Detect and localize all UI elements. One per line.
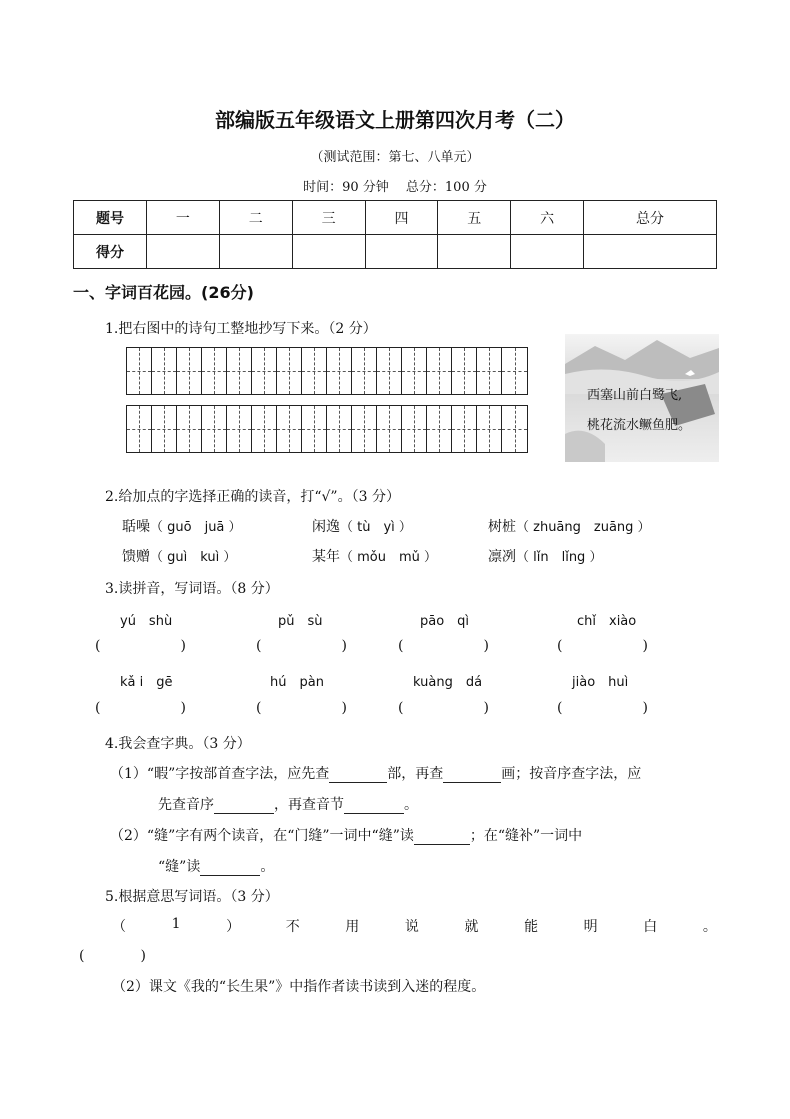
q2-options[interactable]: （ mǒu mǔ ） bbox=[340, 550, 438, 565]
q5-text: 5.根据意思写词语。（3 分） bbox=[105, 889, 279, 905]
score-table bbox=[73, 200, 717, 269]
q2-options[interactable]: （ guì kuì ） bbox=[150, 550, 237, 565]
q4-blank[interactable] bbox=[443, 766, 501, 783]
q3-answer-blank[interactable]: ( ) bbox=[256, 638, 347, 654]
q3-pinyin: jiào huì bbox=[572, 675, 629, 690]
page-title: 部编版五年级语文上册第四次月考（二） bbox=[215, 108, 575, 132]
q3-text: 3.读拼音，写词语。（8 分） bbox=[105, 581, 279, 597]
q3-answer-blank[interactable]: ( ) bbox=[256, 700, 347, 716]
q2-item bbox=[488, 516, 651, 536]
q2-options[interactable]: （ zhuāng zuāng ） bbox=[516, 520, 651, 535]
time-info: 时间：90 分钟 总分：100 分 bbox=[303, 180, 487, 195]
score-cell[interactable] bbox=[365, 235, 438, 269]
q3-pinyin: kuàng dá bbox=[413, 675, 483, 690]
q3-pinyin: pāo qì bbox=[420, 614, 470, 629]
q4-blank[interactable] bbox=[329, 766, 387, 783]
score-col: 一 bbox=[147, 201, 220, 235]
q3-pinyin: pǔ sù bbox=[278, 614, 323, 629]
score-cell[interactable] bbox=[584, 235, 717, 269]
test-scope: （测试范围：第七、八单元） bbox=[310, 150, 480, 165]
q4-blank[interactable] bbox=[414, 828, 470, 845]
q3-pinyin: yú shù bbox=[120, 614, 173, 629]
score-col: 六 bbox=[511, 201, 584, 235]
q4-part1-line1: （1）“暇”字按部首查字法，应先查 部，再查 画；按音序查字法，应 bbox=[110, 766, 642, 782]
q2-word: 凛冽 bbox=[488, 549, 516, 565]
score-col: 二 bbox=[219, 201, 292, 235]
q3-answer-blank[interactable]: ( ) bbox=[95, 700, 186, 716]
q2-word: 某年 bbox=[312, 549, 340, 565]
q2-options[interactable]: （ lǐn lǐng ） bbox=[516, 550, 603, 565]
q4-blank[interactable] bbox=[214, 797, 274, 814]
q2-text: 2.给加点的字选择正确的读音，打“√”。（3 分） bbox=[105, 489, 400, 505]
writing-grid-row-1[interactable] bbox=[126, 347, 528, 395]
q3-answer-blank[interactable]: ( ) bbox=[398, 700, 489, 716]
score-col: 五 bbox=[438, 201, 511, 235]
q4-part2-line2: “缝”读 。 bbox=[158, 859, 275, 875]
q2-item bbox=[312, 546, 437, 566]
score-col: 四 bbox=[365, 201, 438, 235]
score-table-row-label: 得分 bbox=[74, 235, 147, 269]
q3-answer-blank[interactable]: ( ) bbox=[557, 638, 648, 654]
q4-part1-line2: 先查音序 ，再查音节 。 bbox=[158, 797, 418, 813]
q4-part2-line1: （2）“缝”字有两个读音，在“门缝”一词中“缝”读 ；在“缝补”一词中 bbox=[110, 828, 583, 844]
q3-pinyin: hú pàn bbox=[270, 675, 324, 690]
q2-item bbox=[122, 516, 242, 536]
q2-options[interactable]: （ guō juā ） bbox=[150, 520, 242, 535]
score-table-header-row bbox=[74, 201, 717, 235]
poem-line-2: 桃花流水鳜鱼肥。 bbox=[587, 418, 692, 433]
score-cell[interactable] bbox=[511, 235, 584, 269]
q5-answer-blank[interactable]: ( ) bbox=[79, 948, 146, 964]
score-table-score-row bbox=[74, 235, 717, 269]
q2-options[interactable]: （ tù yì ） bbox=[340, 520, 412, 535]
score-table-header-label: 题号 bbox=[74, 201, 147, 235]
q5-line1: （ 1 ） 不 用 说 就 能 明 白 。 bbox=[112, 916, 717, 935]
q2-word: 闲逸 bbox=[312, 519, 340, 535]
q4-blank[interactable] bbox=[344, 797, 404, 814]
q5-line2: （2）课文《我的“长生果”》中指作者读书读到入迷的程度。 bbox=[112, 979, 486, 995]
q2-item bbox=[488, 546, 602, 566]
q2-item bbox=[312, 516, 412, 536]
score-cell[interactable] bbox=[292, 235, 365, 269]
score-cell[interactable] bbox=[438, 235, 511, 269]
q1-text: 1.把右图中的诗句工整地抄写下来。（2 分） bbox=[105, 321, 377, 337]
writing-grid-row-2[interactable] bbox=[126, 405, 528, 453]
q3-pinyin: chǐ xiào bbox=[577, 614, 637, 629]
q4-text: 4.我会查字典。（3 分） bbox=[105, 736, 251, 752]
q3-answer-blank[interactable]: ( ) bbox=[95, 638, 186, 654]
q2-word: 馈赠 bbox=[122, 549, 150, 565]
q4-blank[interactable] bbox=[200, 859, 260, 876]
section1-title: 一、字词百花园。(26分) bbox=[73, 283, 254, 302]
q2-word: 聒噪 bbox=[122, 519, 150, 535]
poem-line-1: 西塞山前白鹭飞, bbox=[587, 388, 683, 403]
q3-answer-blank[interactable]: ( ) bbox=[398, 638, 489, 654]
score-cell[interactable] bbox=[147, 235, 220, 269]
score-col: 总分 bbox=[584, 201, 717, 235]
score-cell[interactable] bbox=[219, 235, 292, 269]
score-col: 三 bbox=[292, 201, 365, 235]
q3-answer-blank[interactable]: ( ) bbox=[557, 700, 648, 716]
poem-illustration bbox=[565, 334, 719, 462]
q2-word: 树桩 bbox=[488, 519, 516, 535]
q2-item bbox=[122, 546, 236, 566]
q3-pinyin: kǎ i gē bbox=[120, 675, 173, 690]
